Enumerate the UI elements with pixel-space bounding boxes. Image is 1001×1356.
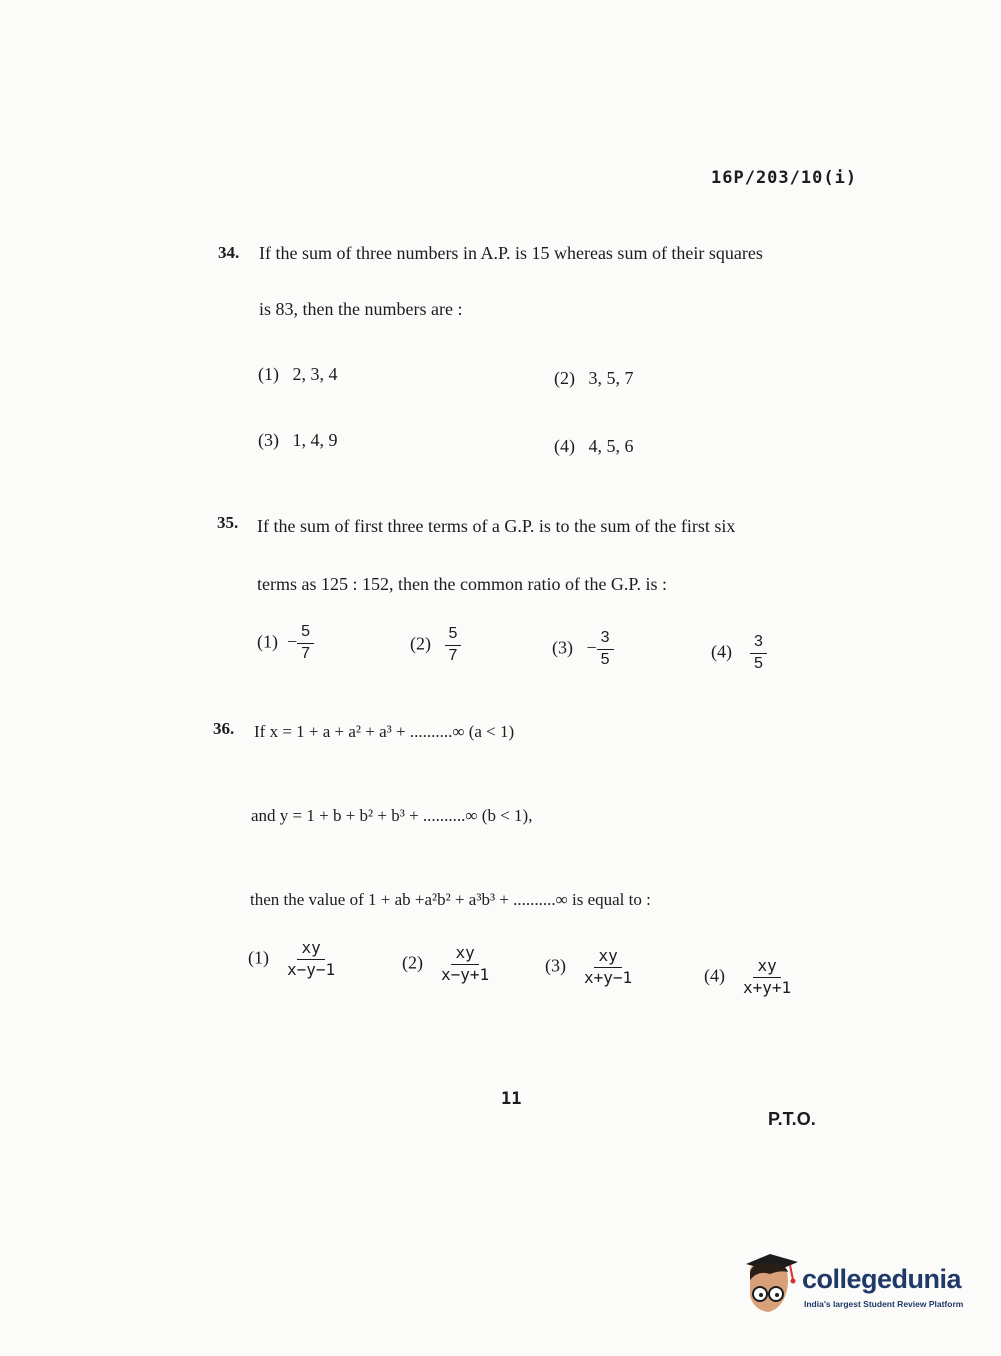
numerator: xy [297, 940, 324, 960]
pto-label: P.T.O. [768, 1109, 816, 1129]
page-number: 11 [501, 1089, 522, 1109]
brand-name: collegedunia [802, 1264, 962, 1294]
numerator: xy [753, 958, 780, 978]
mascot-icon [740, 1250, 802, 1320]
option-label: (2) [410, 633, 431, 654]
option-2 [554, 368, 634, 389]
fraction [743, 958, 791, 997]
numerator: xy [594, 948, 621, 968]
question-text-line: is 83, then the numbers are : [259, 299, 463, 319]
option-2 [402, 945, 489, 984]
option-sign: − [586, 637, 597, 658]
option-label: (3) [552, 637, 573, 658]
option-sign: − [287, 631, 298, 652]
option-label: (1) [258, 364, 279, 384]
question-text-line: If x = 1 + a + a² + a³ + ..........∞ (a < 1) [254, 722, 515, 741]
fraction [750, 634, 767, 673]
fraction [287, 940, 335, 979]
denominator: x+y−1 [584, 967, 633, 987]
option-label: (2) [402, 952, 423, 973]
option-text: 2, 3, 4 [292, 364, 338, 384]
option-label: (4) [554, 436, 575, 456]
option-label: (1) [248, 947, 269, 968]
option-3 [552, 630, 614, 669]
numerator: 3 [750, 634, 767, 654]
fraction [441, 945, 489, 984]
question-text-line: If the sum of first three terms of a G.P. is to the sum of the first six [257, 516, 736, 536]
question-text-line: terms as 125 : 152, then the common ratio of the G.P. is : [257, 574, 667, 594]
denominator: x+y+1 [743, 977, 792, 997]
question-text-line: and y = 1 + b + b² + b³ + ..........∞ (b < 1), [251, 806, 533, 825]
denominator: x−y+1 [441, 964, 490, 984]
fraction [584, 948, 632, 987]
brand-tagline: India's largest Student Review Platform [804, 1299, 964, 1309]
option-1 [248, 940, 335, 979]
fraction [297, 624, 314, 663]
option-1 [257, 624, 314, 663]
fraction [445, 626, 462, 665]
option-text: 4, 5, 6 [588, 436, 634, 456]
numerator: 5 [297, 624, 314, 644]
option-text: 1, 4, 9 [292, 430, 338, 450]
collegedunia-watermark [740, 1250, 980, 1330]
denominator: 7 [301, 644, 311, 662]
option-label: (2) [554, 368, 575, 388]
option-text: 3, 5, 7 [588, 368, 634, 388]
denominator: 5 [600, 650, 610, 668]
option-4 [704, 958, 791, 997]
option-2 [410, 626, 461, 665]
numerator: xy [451, 945, 478, 965]
option-label: (3) [258, 430, 279, 450]
option-1 [258, 364, 338, 385]
option-label: (3) [545, 955, 566, 976]
option-3 [545, 948, 632, 987]
numerator: 3 [597, 630, 614, 650]
question-number: 36. [213, 719, 235, 738]
denominator: 5 [754, 654, 763, 672]
denominator: x−y−1 [287, 959, 336, 979]
option-4 [711, 634, 767, 673]
option-label: (4) [711, 641, 732, 662]
denominator: 7 [448, 646, 458, 664]
option-4 [554, 436, 634, 457]
numerator: 5 [445, 626, 462, 646]
option-3 [258, 430, 338, 451]
option-label: (1) [257, 631, 278, 652]
paper-code: 16P/203/10(i) [711, 168, 858, 188]
fraction [597, 630, 614, 669]
question-number: 35. [217, 513, 239, 532]
question-number: 34. [218, 243, 240, 262]
question-text-line: If the sum of three numbers in A.P. is 15 whereas sum of their squares [259, 243, 763, 263]
question-text-line: then the value of 1 + ab +a²b² + a³b³ + ..........∞ is equal to : [250, 890, 651, 909]
option-label: (4) [704, 965, 725, 986]
